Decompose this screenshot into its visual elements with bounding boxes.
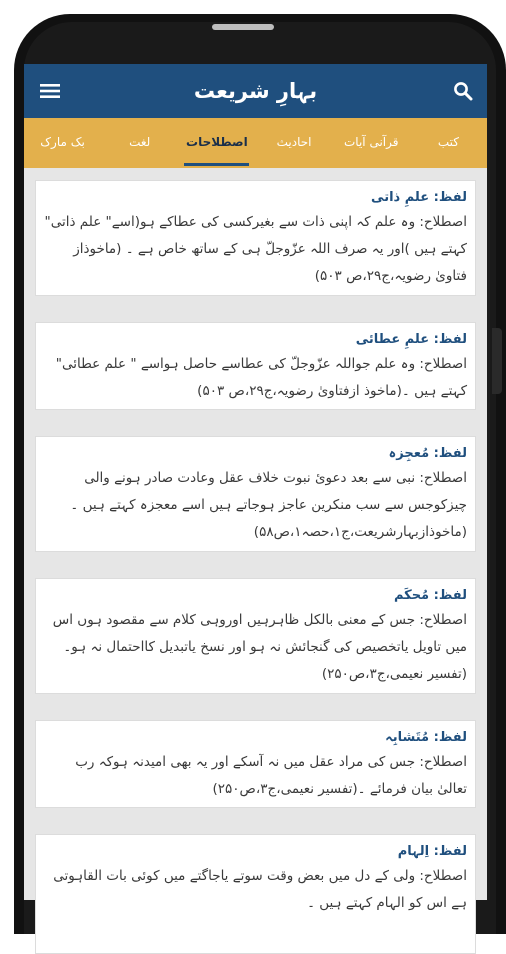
list-item[interactable] xyxy=(35,834,476,954)
term-definition: اصطلاح: وہ علم کہ اپنی ذات سے بغیرکسی کی عطاکے ہو(اسے" علم ذاتی" کہتے ہیں )اور یہ صرف اللہ عزّوجلّ ہی کے ساتھ خاص ہے ۔ (ماخوذاز فتاویٰ رضویہ،ج۲۹،ص ۵۰۳) xyxy=(44,214,467,284)
list-item[interactable] xyxy=(35,720,476,808)
term-word: لفظ: مُتَشابِہ xyxy=(385,730,467,745)
tab-ahadees[interactable]: احادیث xyxy=(276,135,312,149)
search-icon[interactable] xyxy=(447,75,479,107)
term-definition: اصطلاح: وہ علم جواللہ عزّوجلّ کی عطاسے حاصل ہواسے " علم عطائی" کہتے ہیں ۔(ماخوذ ازفتاویٰ رضویہ،ج۲۹،ص ۵۰۳) xyxy=(55,356,467,399)
phone-side-button xyxy=(492,328,502,394)
app-bar xyxy=(24,64,487,118)
term-word: لفظ: مُعجِزہ xyxy=(388,446,467,461)
tab-bar xyxy=(24,118,487,168)
tab-qurani-ayat[interactable]: قرآنی آیات xyxy=(344,135,399,149)
tab-bookmark[interactable]: بک مارک xyxy=(40,135,85,149)
app-screen xyxy=(24,64,487,911)
app-title: بہارِ شریعت xyxy=(193,79,318,103)
term-definition: اصطلاح: جس کے معنی بالکل ظاہرہیں اوروہی کلام سے مقصود ہوں اس میں تاویل یاتخصیص کی گنجائش نہ ہو اور نسخ یاتبدیل کااحتمال نہ ہو۔ (تفسیر نعیمی،ج۳،ص۲۵۰) xyxy=(52,612,467,682)
tab-lughat[interactable]: لغت xyxy=(129,135,151,149)
term-word: لفظ: اِلہام xyxy=(397,844,467,859)
term-word: لفظ: علمِ عطائی xyxy=(355,332,467,347)
list-item[interactable] xyxy=(35,180,476,296)
term-word: لفظ: علمِ ذاتی xyxy=(371,190,467,205)
list-item[interactable] xyxy=(35,322,476,410)
list-item[interactable] xyxy=(35,436,476,552)
term-definition: اصطلاح: ولی کے دل میں بعض وقت سوتے یاجاگتے میں کوئی بات القاہوتی ہے اس کو الہام کہتے ہیں ۔ xyxy=(53,868,467,911)
list-item[interactable] xyxy=(35,578,476,694)
hamburger-menu-icon[interactable] xyxy=(34,75,66,107)
tab-istilahat[interactable]: اصطلاحات xyxy=(178,118,255,168)
phone-speaker xyxy=(212,24,274,30)
term-definition: اصطلاح: نبی سے بعد دعویٔ نبوت خلاف عقل وعادت صادر ہونے والی چیزکوجس سے سب منکرین عاجز ہوجاتے ہیں اسے معجزہ کہتے ہیں ۔ (ماخوذازبہارشریعت،ج۱،حصہ۱،ص۵۸) xyxy=(70,470,467,540)
term-word: لفظ: مُحکَم xyxy=(393,588,467,603)
tab-kutub[interactable]: کتب xyxy=(437,135,459,149)
term-definition: اصطلاح: جس کی مراد عقل میں نہ آسکے اور یہ بھی امیدنہ ہوکہ رب تعالیٰ بیان فرمائے ۔(تفسیر نعیمی،ج۳،ص۲۵۰) xyxy=(75,754,467,797)
